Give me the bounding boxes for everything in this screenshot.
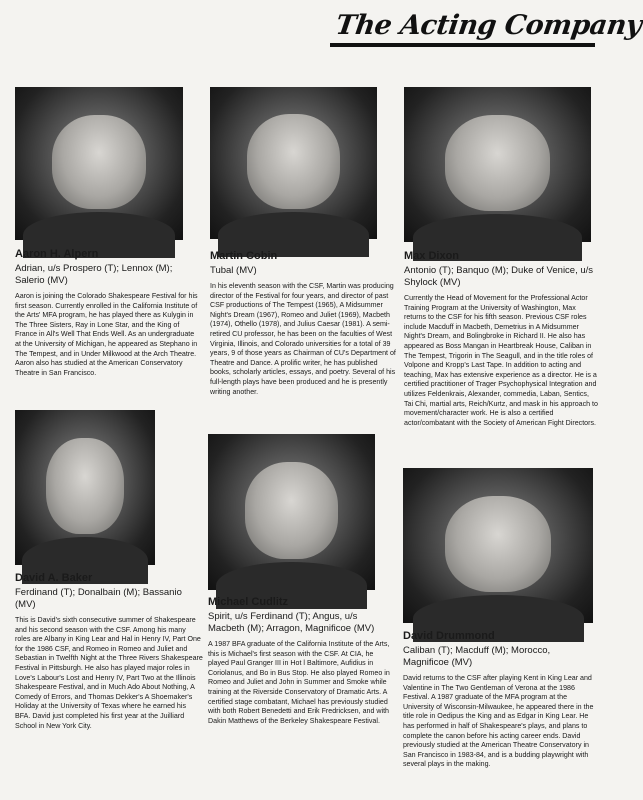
photo-david-drummond (403, 468, 593, 623)
actor-bio: A 1987 BFA graduate of the California Institute of the Arts, this is Michael's first season with the CSF. At CIA, he played Paul Granger III in Hot l Baltimore, Aufidius in Coriolanus, and Bo in Bus Stop. He also played Romeo in Romeo and Juliet and John in Summer and Smoke while training at the Riverside Conservatory of Dramatic Arts. A certified stage combatant, Michael has previously studied with both Robert Benedetti and Erik Fredricksen, and with Dakin Matthews of the Berkeley Shakespeare Festival. (208, 640, 390, 725)
actor-roles: Ferdinand (T); Donalbain (M); Bassanio (MV) (15, 587, 182, 610)
bio-david-baker (15, 572, 203, 731)
bio-max-dixon (404, 250, 598, 428)
actor-bio: Aaron is joining the Colorado Shakespeare Festival for his first season. Currently enrolled in the California Institute of the Arts' MFA program, he has played there as Kulygin in The Three Sisters, Ray in Lone Star, and the King of France in All's Well That Ends Well. As an undergraduate at the University of Michigan, he appeared as Stephano in The Tempest, and in Under Milkwood at the Arch Theatre. Aaron also has studied at the American Conservatory Theatre in San Francisco. (15, 292, 198, 377)
photo-david-baker (15, 410, 155, 565)
actor-bio: David returns to the CSF after playing Kent in King Lear and Valentine in The Two Gentleman of Verona at the 1986 Festival. A 1987 graduate of the MFA program at the University of Wisconsin-Milwaukee, he appeared there in the title role in Oedipus the King and as Edgar in King Lear. He has performed in half of Shakespeare's plays, and plans to complete the canon before his acting career ends. David previously studied at the American Theatre Conservatory in San Francisco in 1983-84, and is a budding playwright with several plays in the making. (403, 674, 594, 769)
actor-name: David A. Baker (15, 572, 93, 584)
actor-roles: Spirit, u/s Ferdinand (T); Angus, u/s Macbeth (M); Arragon, Magnificoe (MV) (208, 611, 375, 634)
actor-name: Michael Cudlitz (208, 596, 289, 608)
actor-roles: Caliban (T); Macduff (M); Morocco, Magnificoe (MV) (403, 645, 551, 668)
photo-michael-cudlitz (208, 434, 375, 590)
actor-roles: Antonio (T); Banquo (M); Duke of Venice, u/s Shylock (MV) (404, 265, 594, 288)
actor-name: Aaron H. Alpern (15, 248, 99, 260)
photo-max-dixon (404, 87, 591, 242)
photo-martin-cobin (210, 87, 377, 239)
actor-roles: Adrian, u/s Prospero (T); Lennox (M); Salerio (MV) (15, 263, 173, 286)
actor-name: Martin Cobin (210, 250, 278, 262)
photo-aaron-alpern (15, 87, 183, 240)
actor-roles: Tubal (MV) (210, 265, 257, 276)
bio-martin-cobin (210, 250, 398, 397)
bio-david-drummond (403, 630, 598, 770)
actor-name: David Drummond (403, 630, 495, 642)
header-rule (330, 43, 595, 47)
actor-bio: This is David's sixth consecutive summer of Shakespeare and his second season with the CSF. Among his many roles are Albany in King Lear and Hal in Henry IV, Part One for the 1986 CSF, and Romeo in Romeo and Juliet and Sebastian in Twelfth Night at the Three Rivers Shakespeare Festival in Pittsburgh. He also has played major roles in Love's Labour's Lost and Henry IV, Part Two at the Illinois Shakespeare Festival, and in Much Ado About Nothing, A Comedy of Errors, and Thomas Dekker's A Shoemaker's Holiday at the University of Texas where he earned his BFA. David just completed his first year at the Juilliard School in New York City. (15, 616, 203, 730)
actor-name: Max Dixon (404, 250, 460, 262)
header-title: The Acting Company (333, 10, 643, 41)
actor-bio: Currently the Head of Movement for the Professional Actor Training Program at the University of Washington, Max returns to the CSF for his fifth season. Previous CSF roles include Macduff in Macbeth, Demetrius in A Midsummer Night's Dream, and Bolingbroke in Richard II. He also has appeared as Boss Mangan in Heartbreak House, Caliban in The Tempest, Trigorin in The Seagull, and in the title roles of Volpone and Kropp's Last Tape. In addition to acting and teaching, Max has extensive experience as a director. He is a certified practitioner of Trager Psychophysical Integration and utilizes Feldenkrais, Alexander, commedia, Laban, Sentics, Tai Chi, martial arts, Reich/Kurtz, and mask in his approach to movement/character work. He is also a certified actor/combatant with the Society of American Fight Directors. (404, 294, 598, 427)
bio-michael-cudlitz (208, 596, 396, 726)
actor-bio: In his eleventh season with the CSF, Martin was producing director of the Festival for four years, and director of past CSF productions of The Tempest (1965), A Midsummer Night's Dream (1967), Romeo and Juliet (1969), Macbeth (1974), Othello (1978), and Julius Caesar (1981). A semi-retired CU professor, he has been on the faculties of West Virginia, Illinois, and Colorado universities for a total of 39 years, 9 of those years as Chairman of CU's Department of Theatre and Dance. A prolific writer, he has published books, scholarly articles, essays, and poetry. Several of his full-length plays have been produced and he is presently writing another. (210, 282, 396, 396)
bio-aaron-alpern (15, 248, 202, 378)
